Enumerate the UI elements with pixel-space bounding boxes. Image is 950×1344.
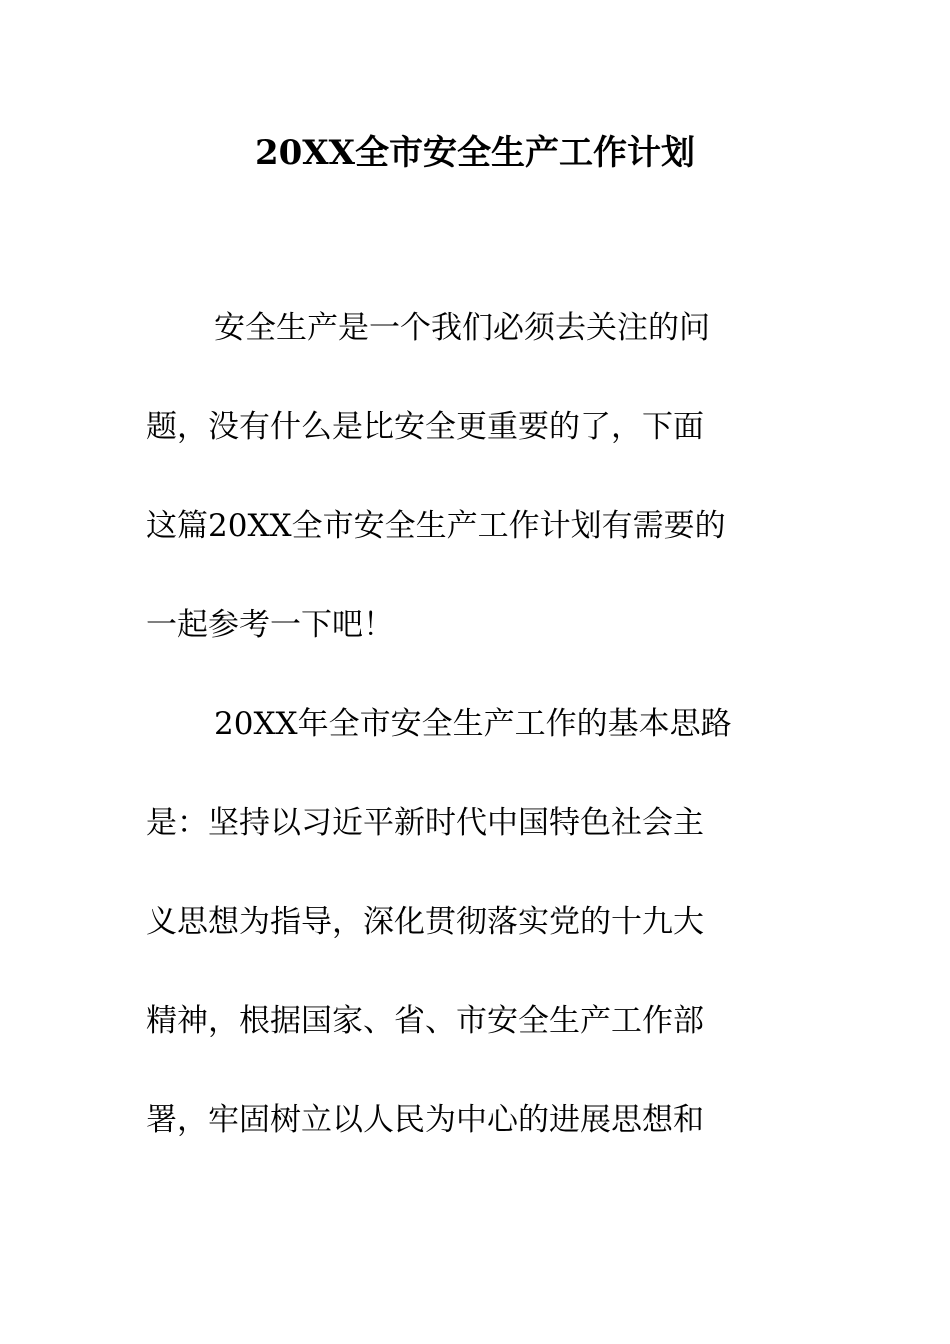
paragraph-2-line-3: 义思想为指导，深化贯彻落实党的十九大 bbox=[146, 904, 704, 940]
paragraph-2-line-4: 精神，根据国家、省、市安全生产工作部 bbox=[146, 1003, 704, 1039]
paragraph-1-line-3: 这篇20XX全市安全生产工作计划有需要的 bbox=[146, 508, 726, 544]
document-title: 20XX全市安全生产工作计划 bbox=[254, 133, 696, 173]
paragraph-2-line-1: 20XX年全市安全生产工作的基本思路 bbox=[214, 706, 732, 742]
paragraph-2-line-5: 署，牢固树立以人民为中心的进展思想和 bbox=[146, 1102, 704, 1138]
paragraph-1-line-1: 安全生产是一个我们必须去关注的问 bbox=[214, 310, 710, 346]
paragraph-1-line-4: 一起参考一下吧！ bbox=[146, 607, 394, 643]
paragraph-2-line-2: 是：坚持以习近平新时代中国特色社会主 bbox=[146, 805, 704, 841]
paragraph-1-line-2: 题，没有什么是比安全更重要的了，下面 bbox=[146, 409, 704, 445]
